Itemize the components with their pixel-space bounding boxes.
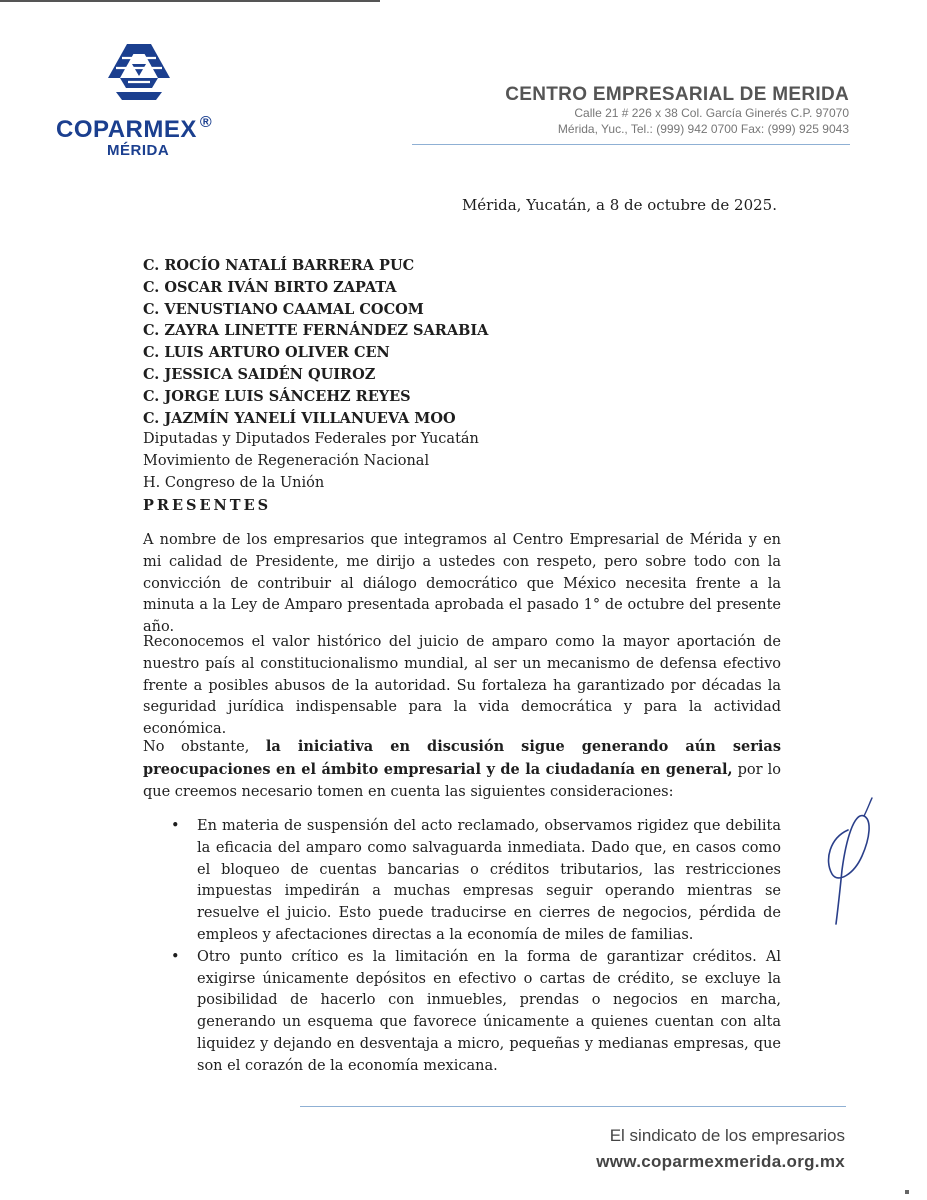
presentes-heading: PRESENTES: [143, 496, 272, 514]
registered-mark: ®: [199, 114, 213, 131]
recipient-name: C. JORGE LUIS SÁNCEHZ REYES: [143, 387, 411, 405]
footer-tagline: El sindicato de los empresarios: [609, 1126, 845, 1145]
handwritten-initial: [820, 790, 890, 930]
recipient-name: C. ROCÍO NATALÍ BARRERA PUC: [143, 257, 415, 274]
recipients-block: [143, 255, 488, 517]
address-line-1: Calle 21 # 226 x 38 Col. García Ginerés C.P. 97070: [574, 106, 849, 120]
logo-wordmark: COPARMEX ®: [56, 114, 213, 143]
concerns-text-start: No obstante,: [143, 739, 266, 755]
scan-speck: [905, 1190, 909, 1194]
recipient-institution: H. Congreso de la Unión: [143, 474, 325, 491]
organization-name: CENTRO EMPRESARIAL DE MERIDA: [505, 84, 849, 105]
paragraph-concerns: [143, 736, 781, 803]
list-item: [143, 816, 781, 947]
recipient-name: C. ZAYRA LINETTE FERNÁNDEZ SARABIA: [143, 322, 489, 340]
list-item-text: En materia de suspensión del acto reclamado, observamos rigidez que debilita la eficacia del amparo como salvaguarda inmediata. Dado que, en casos como el bloqueo de cuentas bancarias o créditos tributarios, las restricciones impuestas impedirán a muchas empresas seguir operando mientras se resuelve el juicio. Esto puede traducirse en cierres de negocios, pérdida de empleos y afectaciones directas a la economía de miles de familias.: [197, 818, 781, 943]
considerations-list: [143, 816, 781, 1078]
footer-website: www.coparmexmerida.org.mx: [596, 1152, 845, 1171]
recipient-name: C. VENUSTIANO CAAMAL COCOM: [143, 300, 424, 318]
coparmex-logo-icon: [108, 44, 170, 100]
bullet-icon: •: [171, 948, 180, 965]
scan-edge-line: [0, 0, 380, 2]
bullet-icon: •: [171, 818, 180, 834]
recipient-name: C. JAZMÍN YANELÍ VILLANUEVA MOO: [143, 409, 456, 427]
list-item: [143, 947, 781, 1078]
recipient-name: C. JESSICA SAIDÉN QUIROZ: [143, 365, 376, 383]
letterhead-rule: [412, 144, 850, 145]
address-line-2: Mérida, Yuc., Tel.: (999) 942 0700 Fax: (999) 925 9043: [557, 122, 849, 136]
recipient-name: C. LUIS ARTURO OLIVER CEN: [143, 344, 390, 362]
logo-city: MÉRIDA: [107, 142, 170, 159]
recipient-title: Diputadas y Diputados Federales por Yucatán: [143, 431, 479, 448]
recipient-name: C. OSCAR IVÁN BIRTO ZAPATA: [143, 278, 397, 296]
footer-rule: [300, 1106, 846, 1107]
recipient-party: Movimiento de Regeneración Nacional: [143, 453, 430, 470]
letter-date: Mérida, Yucatán, a 8 de octubre de 2025.: [461, 196, 777, 214]
paragraph-intro: A nombre de los empresarios que integramos al Centro Empresarial de Mérida y en mi calidad de Presidente, me dirijo a ustedes con respeto, pero sobre todo con la convicción de contribuir al diálogo democrático que México necesita frente a la minuta a la Ley de Amparo presentada aprobada el pasado 1° de octubre del presente año.: [143, 532, 781, 636]
paragraph-recognition: Reconocemos el valor histórico del juicio de amparo como la mayor aportación de nuestro país al constitucionalismo mundial, al ser un mecanismo de defensa efectivo frente a posibles abusos de la autoridad. Su fortaleza ha garantizado por décadas la seguridad jurídica indispensable para la vida democrática y para la actividad económica.: [143, 634, 781, 738]
concerns-text-end: por lo que creemos necesario tomen en cuenta las siguientes consideraciones:: [143, 761, 781, 800]
concerns-emphasis: la iniciativa en discusión sigue generando aún serias preocupaciones en el ámbito empresarial y de la ciudadanía en general,: [143, 738, 781, 778]
list-item-text: Otro punto crítico es la limitación en la forma de garantizar créditos. Al exigirse únicamente depósitos en efectivo o cartas de crédito, se excluye la posibilidad de hacerlo con inmuebles, prendas o negocios en marcha, generando un esquema que favorece únicamente a quienes cuentan con alta liquidez y dejando en desventaja a micro, pequeñas y medianas empresas, que son el corazón de la economía mexicana.: [197, 948, 781, 1074]
